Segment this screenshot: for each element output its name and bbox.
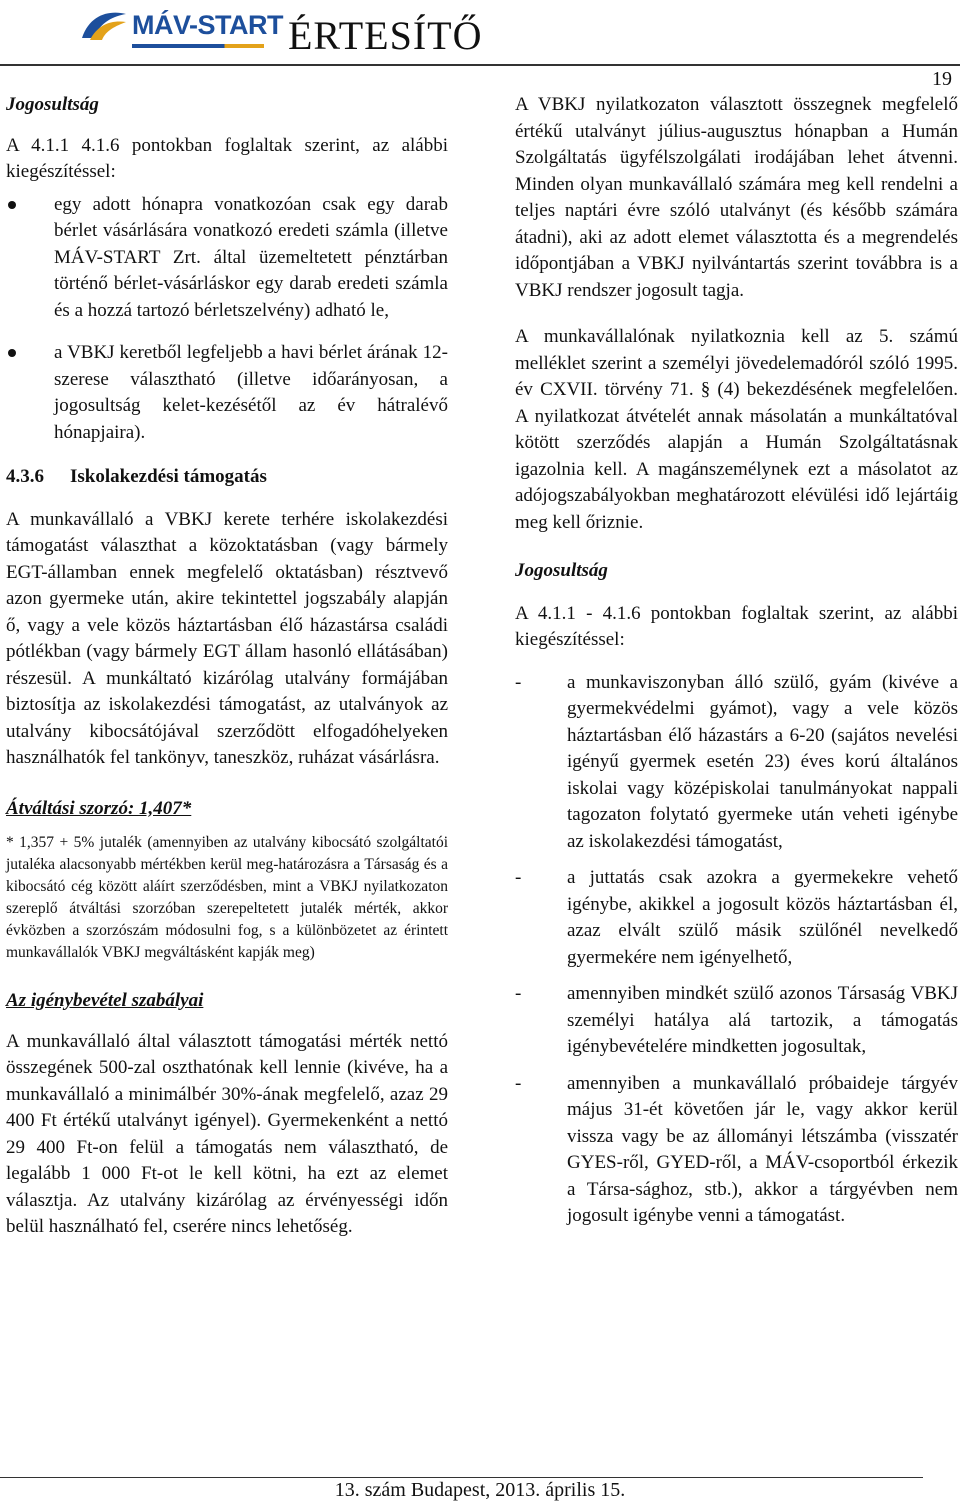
bullet-icon bbox=[8, 201, 16, 209]
left-column bbox=[6, 92, 448, 1241]
eligibility-heading-2: Jogosultság bbox=[515, 560, 608, 581]
issue-footer: 13. szám Budapest, 2013. április 15. bbox=[334, 1479, 626, 1501]
logo-wordmark: MÁV-START bbox=[132, 10, 283, 40]
list-item: - amennyiben mindkét szülő azonos Társaság VBKJ személyi hatálya alá tartozik, a támogatás igénybevételére mindketten jogosultak, bbox=[515, 983, 958, 1057]
mav-emblem-icon bbox=[80, 8, 128, 44]
eligibility-intro-2: A 4.1.1 - 4.1.6 pontokban foglaltak szerint, az alábbi kiegészítéssel: bbox=[515, 602, 958, 650]
multiplier-heading: Átváltási szorzó: 1,407* bbox=[6, 797, 192, 819]
usage-rules-heading: Az igénybevétel szabályai bbox=[6, 990, 204, 1011]
publication-title: ÉRTESÍTŐ bbox=[288, 13, 483, 58]
section-body: A munkavállaló a VBKJ kerete terhére iskolakezdési támogatást választhat a közoktatásban (vagy bármely EGT-államban ennek megfelelő oktatásban) résztvevő azon gyermeke után, akire tekintettel jogszabály alapján ő, vagy a vele közös háztartásban élő házastársa családi pótlékban (vagy bármely EGT állam hasonló ellátásában) részesül. A munkáltató kizárólag utalvány formájában biztosítja az iskolakezdési támogatást, az utalványok az utalvány kibocsátójával szerződött elfogadóhelyeken használhatók fel tankönyv, taneszköz, ruházat vásárlásra. bbox=[6, 508, 448, 768]
usage-rules-body: A munkavállaló által választott támogatási mérték nettó összegének 500-zal oszthatónak kell lennie (kivéve, ha a munkavállaló a minimálbér 30%-ának megfelelő, azaz 29 400 Ft értékű utalványt igényel). Gyermekenként a nettó 29 400 Ft-on felül a támogatás nem választható, de legalább 1 000 Ft-ot le kell kötni, ha ezt az elemet választja. Az utalvány kizárólag az érvényességi időn belül használható fel, cserére nincs lehetőség. bbox=[6, 1030, 448, 1237]
mav-start-logo bbox=[80, 6, 283, 54]
list-item: - amennyiben a munkavállaló próbaidejе tárgyév május 31-ét követően jár le, vagy akkor kerül vissza vagy be az állományi létszámba (visszatér GYES-ről, GYED-ről, a MÁV-csoportból érkezik a Társa-sághoz, stb.), akkor a tárgyévben nem jogosult igénybe venni a támogatást. bbox=[515, 1072, 958, 1226]
footnote: * 1,357 + 5% jutalék (amennyiben az utalvány kibocsátó szolgáltatói jutaléka alacsonyabb mértékben kerül meg-határozásra a Társaság és a kibocsátó cég között aláírt szerződésben, mint a VBKJ nyilatkozaton szereplő átváltási szorzóban szerepeltetett jutalék mérték, akkor évközben a szorzószám módosulni fog, s a különbözetet az érintett munkavállalók VBKJ megváltásként kapják meg) bbox=[6, 834, 448, 961]
page-number: 19 bbox=[932, 68, 952, 90]
list-item: - a munkaviszonyban álló szülő, gyám (kivéve a gyermekvédelmi gyámot), vagy a vele közös háztartásban élő házastárs a 6-20 (sajátos nevelési igényű gyermek esetén 23) éves korú általános iskolai vagy középiskolai tanulmányokat nappali tagozaton folytató gyermeke után veheti igénybe az iskolakezdési támogatást, bbox=[515, 671, 958, 852]
list-item: egy adott hónapra vonatkozóan csak egy darab bérlet vásárlására vonatkozó eredeti számla (illetve MÁV-START Zrt. által üzemeltetett pénztárban történő bérlet-vásárláskor egy darab eredeti számla és a hozzá tartozó bérletszelvény) adható le, bbox=[6, 192, 448, 325]
list-item: - a juttatás csak azokra a gyermekekre vehető igénybe, akikkel a jogosult közös háztartásban él, azaz elvált szülő másik szülőnél nevelkedő gyermekére nem igényelhető, bbox=[515, 867, 958, 968]
voucher-pickup-paragraph: A VBKJ nyilatkozaton választott összegnek megfelelő értékű utalványt július-augusztus hónapban a Humán Szolgáltatás ügyfélszolgálati irodájában lehet átvenni. Minden olyan munkavállaló számára meg kell rendelni a teljes naptári évre szóló utalványt (és később számára átadni), aki az adott elemet választotta és a megrendelés időpontjában a VBKJ nyilvántartás szerint továbbra is a VBKJ rendszer jogosult tagja. bbox=[515, 94, 958, 301]
page-header bbox=[0, 0, 960, 90]
section-heading: 4.3.6 Iskolakezdési támogatás bbox=[6, 466, 267, 487]
logo-underline bbox=[132, 44, 264, 48]
list-item: a VBKJ keretből legfeljebb a havi bérlet árának 12-szerese választható (illetve időarányosan, a jogosultság kelet-kezésétől az év hátralévő hónapjaira). bbox=[6, 340, 448, 446]
eligibility-bullet-list bbox=[6, 192, 448, 447]
bullet-icon bbox=[8, 349, 16, 357]
right-column bbox=[515, 92, 958, 1230]
eligibility-intro: A 4.1.1 4.1.6 pontokban foglaltak szerint, az alábbi kiegészítéssel: bbox=[6, 134, 448, 182]
declaration-paragraph: A munkavállalónak nyilatkoznia kell az 5. számú melléklet szerint a személyi jövedelemadóról szóló 1995. év CXVII. törvény 71. § (4) bekezdésének megfelelően. A nyilatkozat átvételét annak másolatán a munkáltatóval kötött szerződés alapján a Humán Szolgáltatásnak igazolnia kell. A magánszemélynek ezt a másolatot az adójogszabályokban meghatározott elévülési idő lejártáig meg kell őriznie. bbox=[515, 326, 958, 533]
eligibility-heading: Jogosultság bbox=[6, 94, 99, 115]
footer-divider bbox=[0, 1477, 923, 1478]
header-divider bbox=[0, 64, 960, 66]
eligibility-dash-list bbox=[515, 670, 958, 1230]
